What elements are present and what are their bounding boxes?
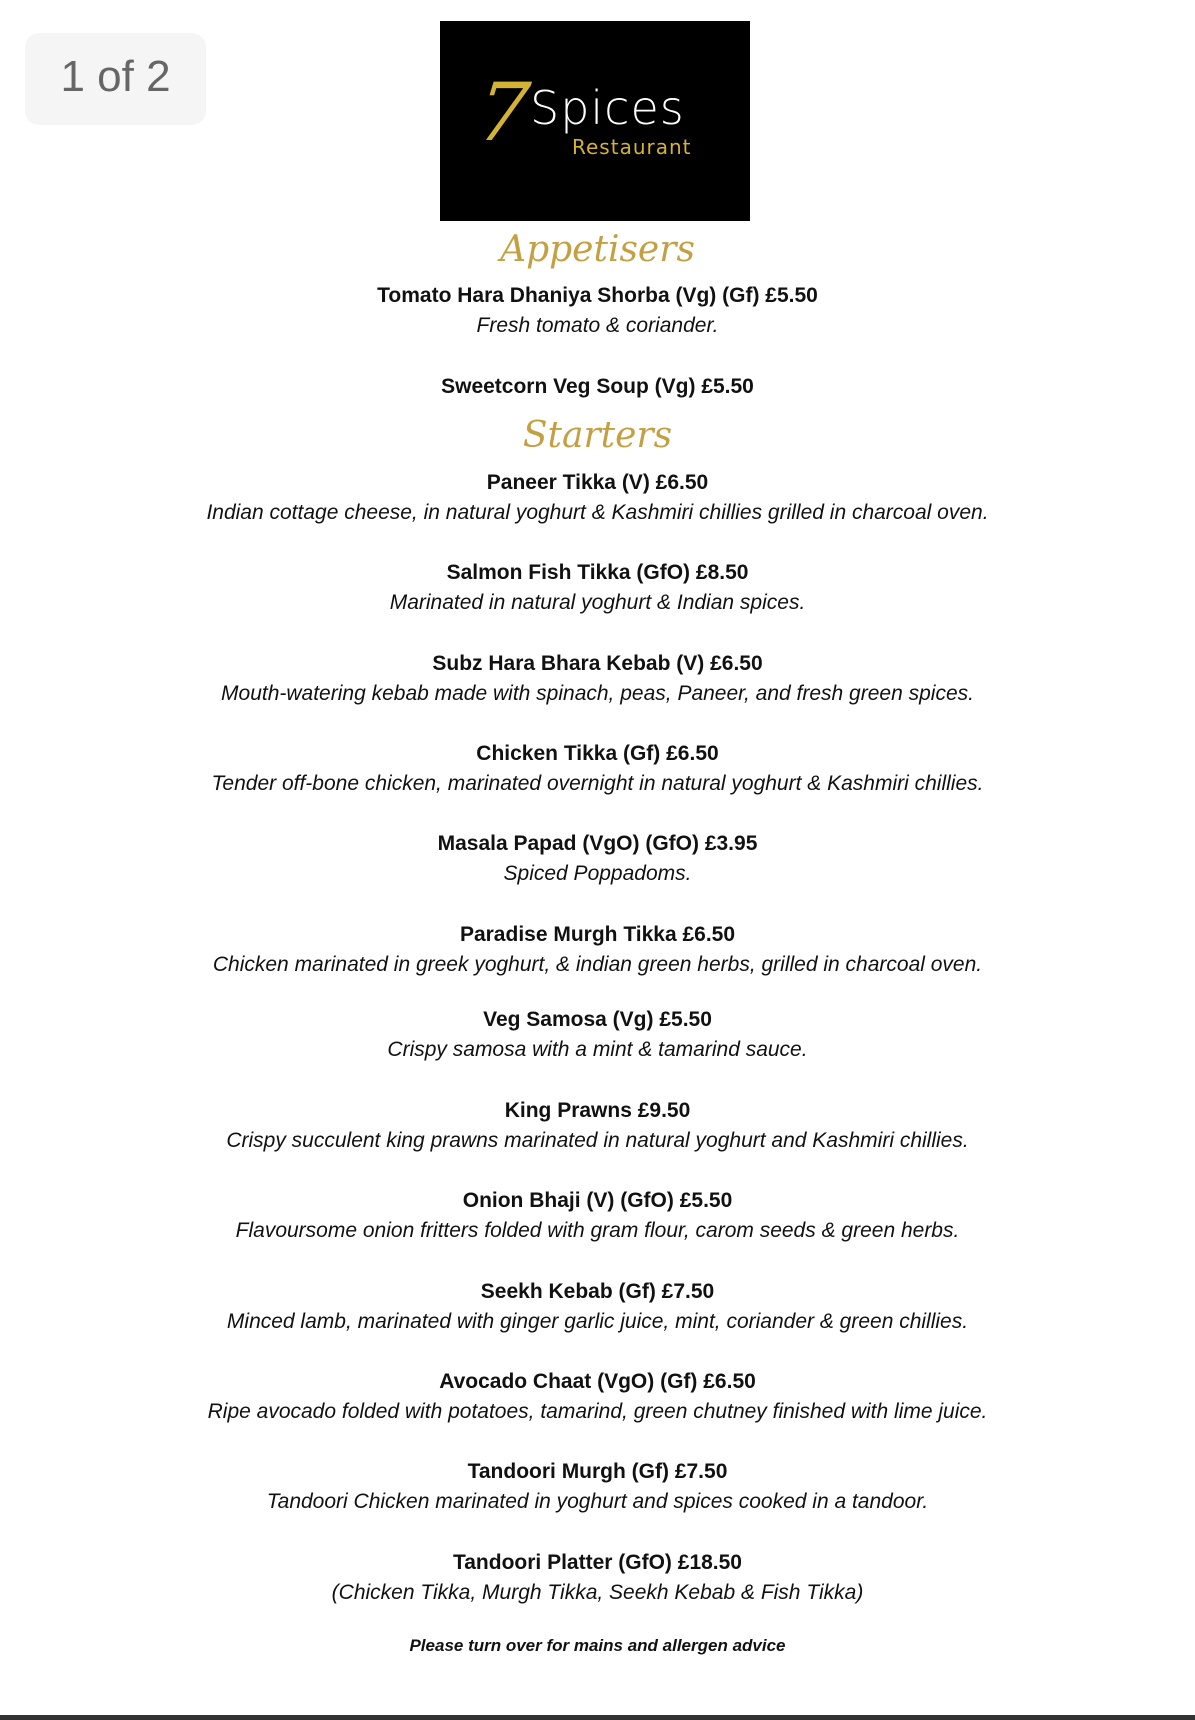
- menu-item-title: Tomato Hara Dhaniya Shorba (Vg) (Gf) £5.50: [377, 284, 818, 307]
- menu-item-title: Salmon Fish Tikka (GfO) £8.50: [446, 561, 749, 584]
- menu-item-description: Tandoori Chicken marinated in yoghurt and spices cooked in a tandoor.: [266, 1490, 929, 1513]
- menu-item-description: Ripe avocado folded with potatoes, tamarind, green chutney finished with lime juice.: [207, 1400, 988, 1423]
- footer-note: Please turn over for mains and allergen advice: [409, 1636, 786, 1655]
- menu-item-title: Tandoori Platter (GfO) £18.50: [452, 1551, 742, 1574]
- menu-item: [0, 281, 1195, 341]
- menu-item-title: King Prawns £9.50: [504, 1099, 691, 1122]
- bottom-divider: [0, 1715, 1195, 1720]
- menu-item-title: Tandoori Murgh (Gf) £7.50: [467, 1460, 728, 1483]
- menu-item-description: Minced lamb, marinated with ginger garlic juice, mint, coriander & green chillies.: [226, 1310, 969, 1333]
- starters-heading: Starters: [522, 415, 673, 456]
- menu-item-title: Masala Papad (VgO) (GfO) £3.95: [437, 832, 758, 855]
- logo-subtitle: Restaurant: [572, 135, 692, 159]
- menu-item-description: Mouth-watering kebab made with spinach, peas, Paneer, and fresh green spices.: [221, 682, 974, 705]
- menu-item: [0, 739, 1195, 799]
- menu-item: [0, 1367, 1195, 1427]
- menu-item: [0, 1186, 1195, 1246]
- menu-item-description: (Chicken Tikka, Murgh Tikka, Seekh Kebab & Fish Tikka): [331, 1581, 864, 1604]
- menu-item: [0, 829, 1195, 889]
- menu-item: [0, 468, 1195, 528]
- menu-item-title: Veg Samosa (Vg) £5.50: [483, 1008, 712, 1031]
- menu-item-title: Seekh Kebab (Gf) £7.50: [480, 1280, 715, 1303]
- menu-item-title: Paneer Tikka (V) £6.50: [486, 471, 709, 494]
- menu-item-description: Spiced Poppadoms.: [503, 862, 692, 885]
- menu-item-description: Crispy samosa with a mint & tamarind sauce.: [387, 1038, 808, 1061]
- menu-item-description: Chicken marinated in greek yoghurt, & indian green herbs, grilled in charcoal oven.: [212, 953, 983, 976]
- menu-item: [0, 1277, 1195, 1337]
- menu-item-title: Onion Bhaji (V) (GfO) £5.50: [462, 1189, 733, 1212]
- menu-item: [0, 1548, 1195, 1608]
- menu-item-description: Indian cottage cheese, in natural yoghurt & Kashmiri chillies grilled in charcoal oven.: [206, 501, 989, 524]
- menu-item: [0, 649, 1195, 709]
- menu-item: [0, 1457, 1195, 1517]
- menu-item-title: Chicken Tikka (Gf) £6.50: [476, 742, 719, 765]
- menu-item-description: Tender off-bone chicken, marinated overnight in natural yoghurt & Kashmiri chillies.: [211, 772, 984, 795]
- page-indicator: 1 of 2: [25, 33, 206, 125]
- menu-item-title: Avocado Chaat (VgO) (Gf) £6.50: [439, 1370, 756, 1393]
- menu-item-title: Paradise Murgh Tikka £6.50: [459, 923, 736, 946]
- logo-name: Spices: [530, 81, 685, 135]
- menu-item: [0, 558, 1195, 618]
- menu-item-description: Fresh tomato & coriander.: [476, 314, 719, 337]
- menu-item-title: Sweetcorn Veg Soup (Vg) £5.50: [441, 375, 754, 398]
- menu-item: [0, 920, 1195, 980]
- menu-item: [0, 372, 1195, 402]
- menu-item: [0, 1096, 1195, 1156]
- appetisers-heading: Appetisers: [500, 229, 695, 270]
- logo-seven: 7: [473, 66, 534, 159]
- menu-item-description: Marinated in natural yoghurt & Indian spices.: [389, 591, 806, 614]
- restaurant-logo: [440, 21, 750, 221]
- menu-item-description: Crispy succulent king prawns marinated in natural yoghurt and Kashmiri chillies.: [226, 1129, 969, 1152]
- menu-item: [0, 1005, 1195, 1065]
- menu-item-description: Flavoursome onion fritters folded with gram flour, carom seeds & green herbs.: [235, 1219, 960, 1242]
- menu-item-title: Subz Hara Bhara Kebab (V) £6.50: [432, 652, 763, 675]
